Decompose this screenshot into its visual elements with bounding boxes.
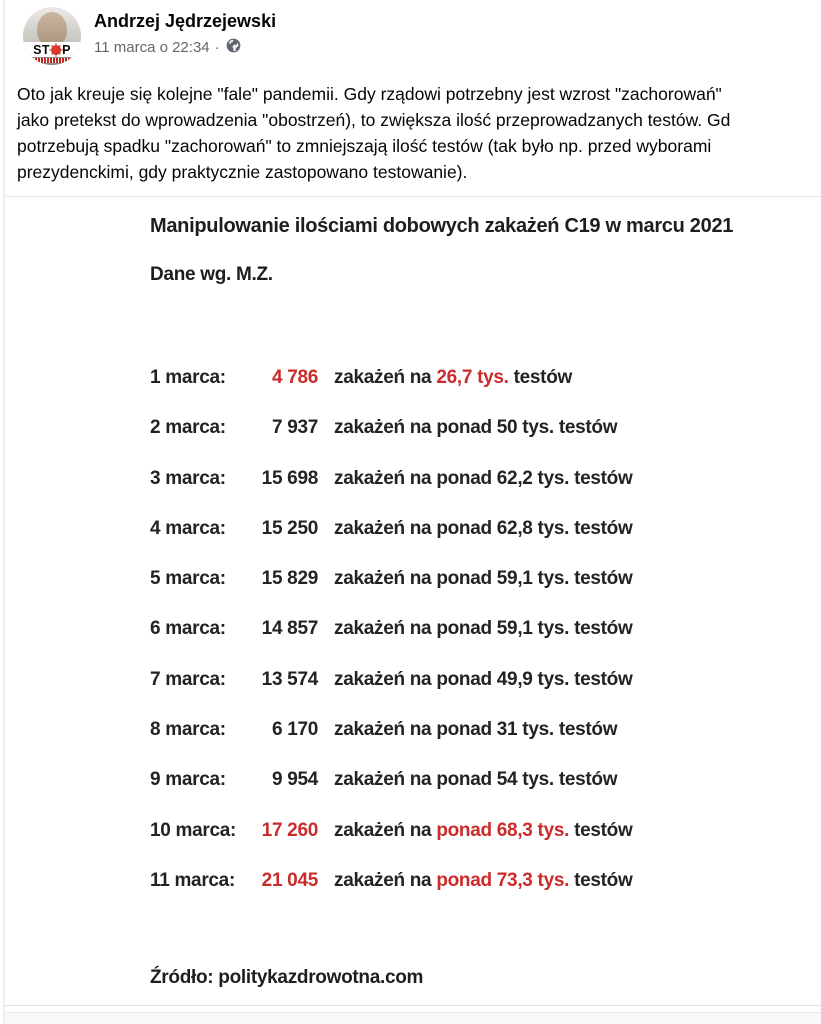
header-text <box>94 7 276 65</box>
avatar-red-text-strip <box>32 58 72 63</box>
post-text-line: prezydenckimi, gdy praktycznie zastopowano testowanie). <box>17 162 468 182</box>
row-text: zakażeń na ponad 31 tys. testów <box>334 719 618 741</box>
post-text-line: jako pretekst do wprowadzenia "obostrzeń), to zwiększa ilość przeprowadzanych testów. Gd <box>17 110 731 130</box>
timestamp-separator: · <box>214 39 220 56</box>
table-row <box>150 618 811 668</box>
table-row <box>150 719 811 769</box>
row-text: zakażeń na ponad 54 tys. testów <box>334 769 618 791</box>
row-date: 3 marca: <box>150 467 226 489</box>
timestamp-text: 11 marca o 22:34 <box>94 39 210 56</box>
attached-image[interactable] <box>5 196 821 1006</box>
table-row <box>150 820 811 870</box>
row-text: zakażeń na ponad 68,3 tys. testów <box>334 819 633 841</box>
row-date: 2 marca: <box>150 417 226 439</box>
row-infections: 9 954 <box>271 769 318 791</box>
row-date: 4 marca: <box>150 517 226 539</box>
post-text <box>17 81 730 185</box>
row-date: 10 marca: <box>150 819 237 841</box>
globe-public-icon <box>226 38 241 57</box>
image-title: Manipulowanie ilościami dobowych zakażeń C19 w marcu 2021 <box>150 215 734 237</box>
row-infections: 13 574 <box>261 668 318 690</box>
row-text: zakażeń na ponad 62,8 tys. testów <box>334 517 633 539</box>
post-header <box>23 7 276 65</box>
row-date: 11 marca: <box>150 869 235 891</box>
row-infections: 15 698 <box>261 467 318 489</box>
image-source: Źródło: politykazdrowotna.com <box>150 967 424 988</box>
post-text-line: potrzebują spadku "zachorowań" to zmniejszają ilość testów (tak było np. przed wyborami <box>17 136 712 156</box>
virus-icon <box>51 45 61 55</box>
image-subtitle: Dane wg. M.Z. <box>150 264 273 285</box>
row-date: 5 marca: <box>150 568 226 590</box>
avatar-stop-right: P <box>62 42 71 57</box>
row-infections: 21 045 <box>261 869 318 891</box>
row-text: zakażeń na ponad 73,3 tys. testów <box>334 869 633 891</box>
row-infections: 6 170 <box>271 719 318 741</box>
row-infections: 17 260 <box>261 819 318 841</box>
post-timestamp[interactable] <box>94 38 276 57</box>
row-infections: 15 250 <box>261 517 318 539</box>
table-row <box>150 468 811 518</box>
row-date: 8 marca: <box>150 719 226 741</box>
table-row <box>150 417 811 467</box>
row-date: 7 marca: <box>150 668 226 690</box>
table-row <box>150 568 811 618</box>
table-row <box>150 769 811 819</box>
row-infections: 7 937 <box>271 417 318 439</box>
table-row <box>150 669 811 719</box>
next-section-strip <box>5 1013 821 1024</box>
author-name[interactable]: Andrzej Jędrzejewski <box>94 11 277 31</box>
row-text: zakażeń na ponad 62,2 tys. testów <box>334 467 633 489</box>
post-text-line: Oto jak kreuje się kolejne "fale" pandemii. Gdy rządowi potrzebny jest wzrost "zachorowań" <box>17 84 722 104</box>
row-text: zakażeń na ponad 49,9 tys. testów <box>334 668 633 690</box>
row-text: zakażeń na ponad 59,1 tys. testów <box>334 618 633 640</box>
avatar-stop-left: ST <box>33 42 51 57</box>
table-row <box>150 518 811 568</box>
table-row <box>150 367 811 417</box>
data-rows <box>150 367 811 920</box>
avatar-stop-badge <box>23 42 81 57</box>
row-text: zakażeń na ponad 59,1 tys. testów <box>334 568 633 590</box>
row-infections: 14 857 <box>261 618 318 640</box>
row-date: 6 marca: <box>150 618 226 640</box>
table-row <box>150 870 811 920</box>
avatar[interactable] <box>23 7 81 65</box>
row-date: 9 marca: <box>150 769 226 791</box>
row-infections: 15 829 <box>261 568 318 590</box>
row-text: zakażeń na 26,7 tys. testów <box>334 367 572 388</box>
row-date: 1 marca: <box>150 367 226 388</box>
row-text: zakażeń na ponad 50 tys. testów <box>334 417 618 439</box>
row-infections: 4 786 <box>271 367 318 388</box>
